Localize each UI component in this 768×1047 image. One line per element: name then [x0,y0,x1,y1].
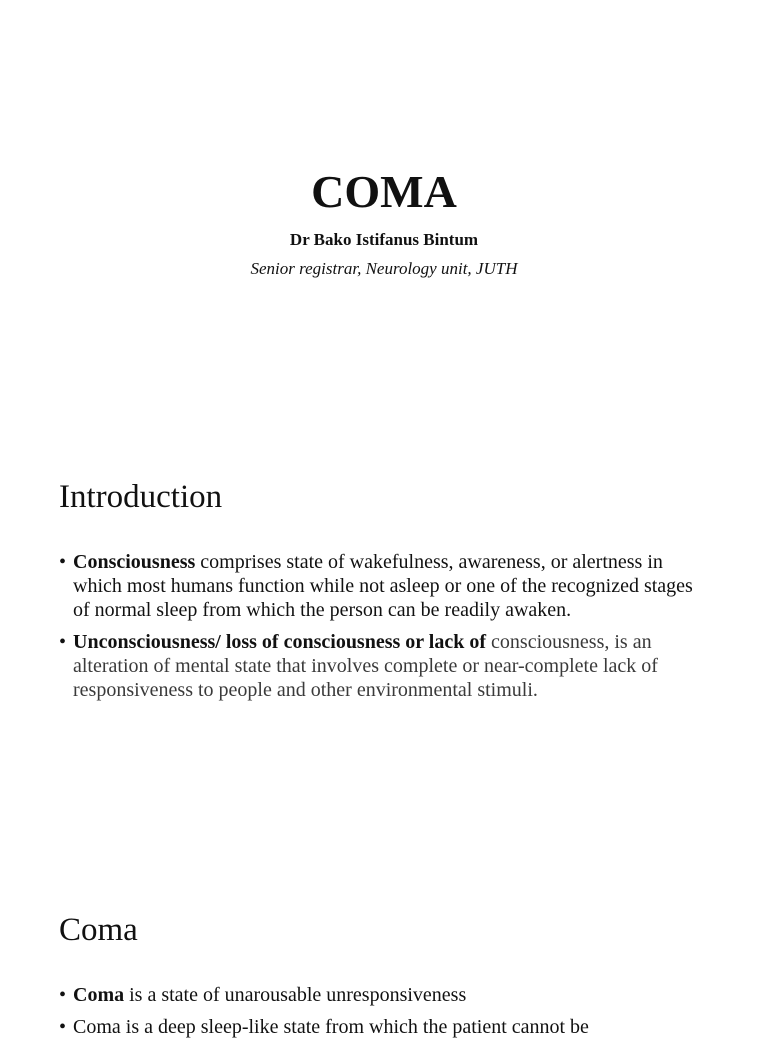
slide-title: COMA [311,166,457,217]
coma-slide [0,866,768,1038]
title-slide [0,0,768,433]
introduction-heading: Introduction [59,479,223,515]
bullet-icon: • [59,551,67,573]
bullet-icon: • [59,631,67,653]
bullet-body-text: consciousness, is an alteration of mental state that involves complete or near-complete lack of responsiveness to people and other environmental stimuli. [73,631,658,701]
bullet-lead-text: Consciousness [73,551,196,573]
author-name: Dr Bako Istifanus Bintum [289,230,479,249]
bullet-lead-text: Unconsciousness/ loss of consciousness or lack of [73,631,487,653]
bullet-lead-text: Coma [73,984,125,1006]
introduction-slide [0,433,768,866]
bullet-item-coma-sleep-like [59,1015,709,1039]
bullet-body-text: Coma is a deep sleep-like state from which the patient cannot be [73,1016,589,1038]
bullet-item-unconsciousness [59,630,709,702]
bullet-item-coma-definition [59,983,709,1007]
coma-heading: Coma [59,912,138,948]
introduction-bullet-list [59,550,709,710]
author-affiliation: Senior registrar, Neurology unit, JUTH [250,259,518,278]
bullet-body-text: is a state of unarousable unresponsiveness [124,984,467,1006]
bullet-item-consciousness [59,550,709,622]
coma-bullet-list [59,983,709,1047]
bullet-body-text: comprises state of wakefulness, awareness, or alertness in which most humans function while not asleep or one of the recognized stages of normal sleep from which the person can be readily awaken. [73,551,693,621]
bullet-icon: • [59,1016,67,1038]
bullet-icon: • [59,984,67,1006]
